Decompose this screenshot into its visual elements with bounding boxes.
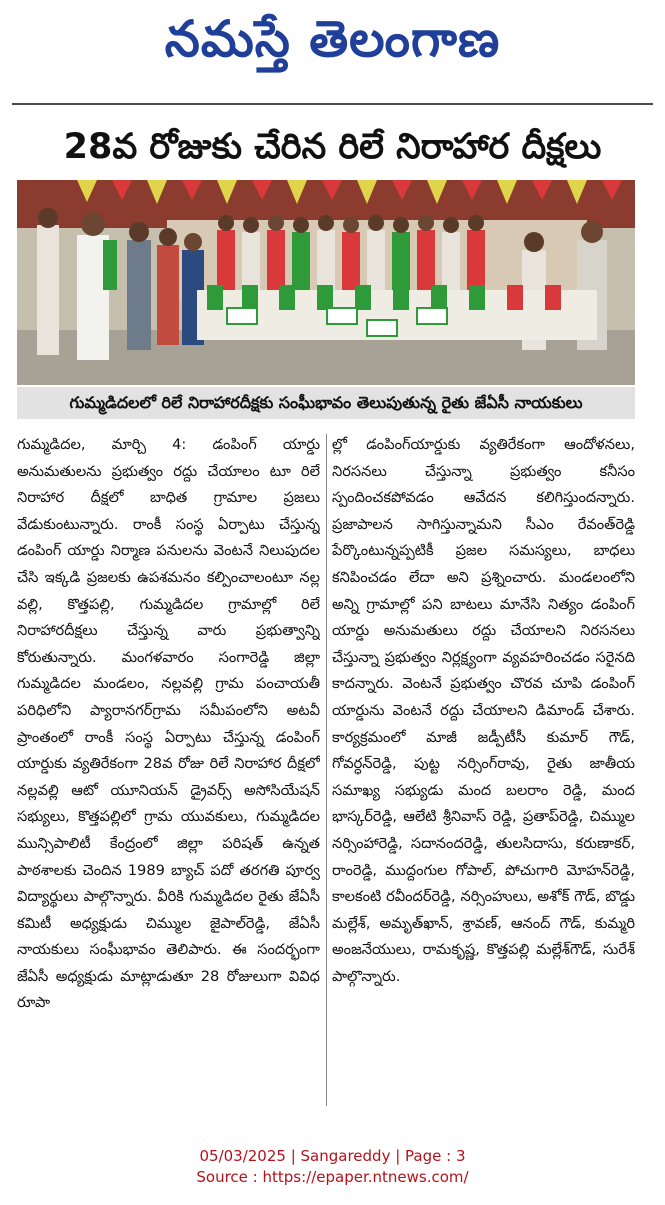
column-divider [326, 434, 327, 1106]
article-column-left: గుమ్మడిదల, మార్చి 4: డంపింగ్ యార్డు అనుమతులను ప్రభుత్వం రద్దు చేయాలం టూ రిలే నిరాహార దీక్షలో బాధిత గ్రామాల ప్రజలు వేడుకుంటున్నారు. రాంకీ సంస్థ ఏర్పాటు చేస్తున్న డంపింగ్ యార్డు నిర్మాణ పనులను వెంటనే నిలుపుదల చేసి ఇక్కడి ప్రజలకు ఉపశమనం కల్పించాలంటూ నల్ల వల్లి, కొత్తపల్లి, గుమ్మడిదల గ్రామాల్లో రిలే నిరాహారదీక్షలు చేస్తున్న వారు ప్రభుత్వాన్ని కోరుతున్నారు. మంగళవారం సంగారెడ్డి జిల్లా గుమ్మడిదల మండలం, నల్లవల్లి గ్రామ పంచాయతీ పరిధిలోని ప్యారానగర్‌గ్రామ సమీపంలోని అటవీ ప్రాంతంలో రాంకీ సంస్థ ఏర్పాటు చేస్తున్న డంపింగ్ యార్డుకు వ్యతిరేకంగా 28వ రోజు రిలే నిరాహార దీక్షలో నల్లవల్లి ఆటో యూనియన్ డ్రైవర్స్ అసోసియేషన్ సభ్యులు, కొత్తపల్లిలో గ్రామ యువకులు, గుమ్మడిదల మున్సిపాలిటీ కేంద్రంలో జిల్లా పరిషత్ ఉన్నత పాఠశాలకు చెందిన 1989 బ్యాచ్ పదో తరగతి పూర్వ విద్యార్థులు పాల్గొన్నారు. వీరికి గుమ్మడిదల రైతు జేఏసీ కమిటీ అధ్యక్షుడు చిమ్ముల జైపాల్‌రెడ్డి, జేఏసీ నాయకులు సంఘీభావం తెలిపారు. ఈ సందర్భంగా జేఏసీ అధ్యక్షుడు మాట్లాడుతూ 28 రోజులుగా వివిధ రూపా [17, 436, 320, 1012]
masthead-logo: నమస్తే తెలంగాణ [164, 10, 501, 68]
top-divider [12, 103, 653, 105]
article-body [17, 432, 635, 1110]
photo-caption: గుమ్మడిదలలో రిలే నిరాహారదీక్షకు సంఘీభావం తెలుపుతున్న రైతు జేఏసీ నాయకులు [17, 387, 635, 419]
people-seated [197, 285, 597, 340]
article-headline: 28వ రోజుకు చేరిన రిలే నిరాహార దీక్షలు [63, 127, 602, 167]
article-photo [17, 180, 635, 385]
footer [0, 1146, 665, 1188]
masthead [0, 0, 665, 78]
protest-photo-illustration [17, 180, 635, 385]
footer-source: Source : https://epaper.ntnews.com/ [196, 1168, 469, 1186]
article-column-right: ల్లో డంపింగ్‌యార్డుకు వ్యతిరేకంగా ఆందోళనలు, నిరసనలు చేస్తున్నా ప్రభుత్వం కనీసం స్పందించకపోవడం ఆవేదన కలిగిస్తుందన్నారు. ప్రజాపాలన సాగిస్తున్నామని సీఎం రేవంత్‌రెడ్డి పేర్కొంటున్నప్పటికీ ప్రజల సమస్యలు, బాధలు కనిపించడం లేదా అని ప్రశ్నించారు. మండలంలోని అన్ని గ్రామాల్లో పని బాటలు మానేసి నిత్యం డంపింగ్ యార్డు అనుమతులు రద్దు చేయాలని నిరసనలు చేస్తున్నా ప్రభుత్వం నిర్లక్ష్యంగా వ్యవహరించడం సరైనది కాదన్నారు. వెంటనే ప్రభుత్వం చొరవ చూపి డంపింగ్ యార్డును వెంటనే రద్దు చేయాలని డిమాండ్ చేశారు. కార్యక్రమంలో మాజీ జడ్పీటీసీ కుమార్ గౌడ్, గోవర్ధన్‌రెడ్డి, పుట్ట నర్సింగ్‌రావు, రైతు జాతీయ సమాఖ్య సభ్యుడు మంద బలరాం రెడ్డి, మంద భాస్కర్‌రెడ్డి, ఆలేటి శ్రీనివాస్ రెడ్డి, ప్రతాప్‌రెడ్డి, చిమ్ముల నర్సింహారెడ్డి, సదానందరెడ్డి, తులసిదాసు, కరుణాకర్, రాంరెడ్డి, ముద్దంగుల గోపాల్, పోచుగారి మోహన్‌రెడ్డి, కాలకంటి రవీందర్‌రెడ్డి, నర్సింహులు, అశోక్ గౌడ్, బొడ్డు మల్లేశ్, అమృత్‌ఖాన్, శ్రావణ్, ఆనంద్ గౌడ్, కుమ్మరి అంజనేయులు, రామకృష్ణ, కొత్తపల్లి మల్లేశ్‌గౌడ్, సురేశ్ పాల్గొన్నారు. [332, 436, 635, 985]
footer-dateline: 05/03/2025 | Sangareddy | Page : 3 [199, 1147, 466, 1165]
